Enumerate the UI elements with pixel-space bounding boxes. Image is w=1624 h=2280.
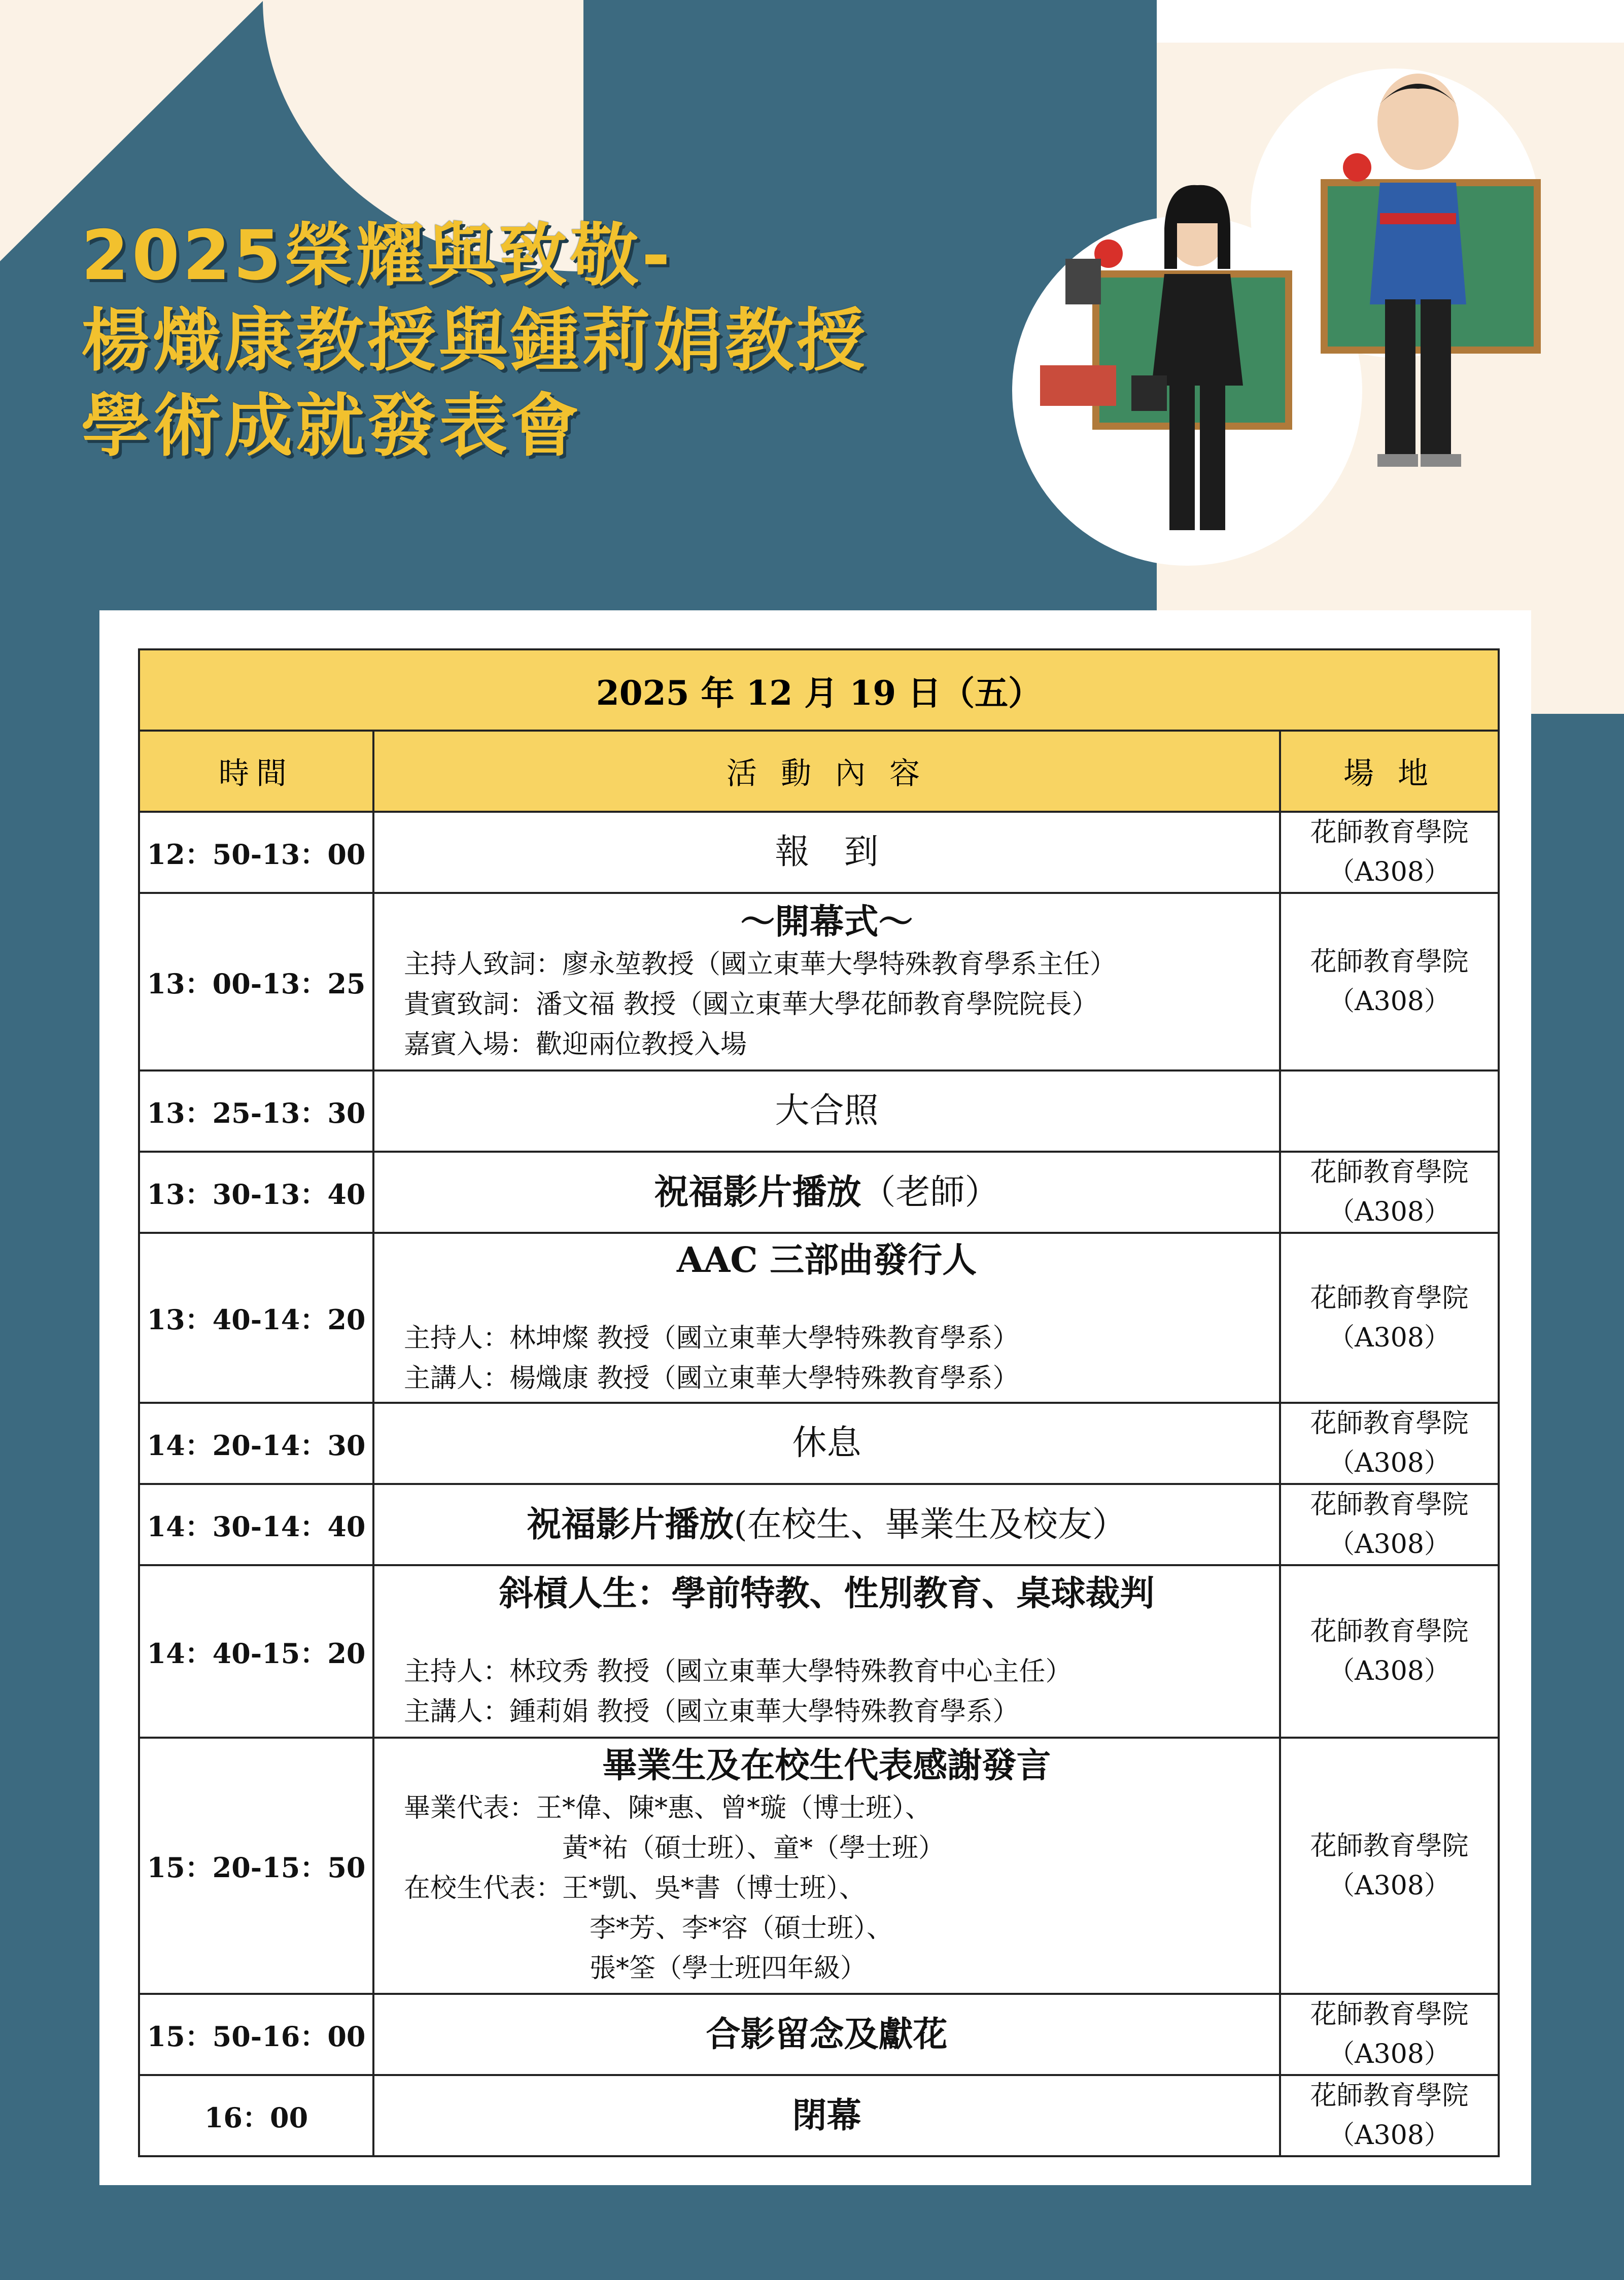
row-activity-title: ～開幕式～ [740, 901, 913, 942]
row-time: 15：50-16：00 [139, 1994, 373, 2075]
row-activity-title: 報 到 [373, 812, 1280, 893]
schedule-date: 2025 年 12 月 19 日（五） [139, 649, 1499, 731]
row-activity [373, 1565, 1280, 1738]
schedule-table [138, 648, 1500, 2157]
row-activity-title: AAC 三部曲發行人 [676, 1239, 977, 1281]
header-venue: 場 地 [1280, 731, 1499, 812]
row-detail-line: 張*筌（學士班四年級） [590, 1953, 867, 1984]
row-activity-title: 休息 [373, 1403, 1280, 1484]
row-detail-line: 畢業代表：王*偉、陳*惠、曾*璇（博士班）、 [404, 1793, 932, 1823]
row-time: 14：40-15：20 [139, 1565, 373, 1738]
row-venue: 花師教育學院 （A308） [1280, 1565, 1499, 1738]
row-time: 13：40-14：20 [139, 1233, 373, 1403]
row-venue: 花師教育學院 （A308） [1280, 893, 1499, 1070]
table-row [139, 2075, 1499, 2156]
row-venue: 花師教育學院 （A308） [1280, 1994, 1499, 2075]
row-detail-line: 嘉賓入場：歡迎兩位教授入場 [404, 1029, 747, 1060]
row-activity [373, 1233, 1280, 1403]
suit-jacket [1152, 274, 1243, 386]
row-venue: 花師教育學院 （A308） [1280, 1233, 1499, 1403]
row-detail-line: 主持人致詞：廖永堃教授（國立東華大學特殊教育學系主任） [404, 949, 1117, 980]
top-right-strip [1157, 0, 1624, 43]
header-activity: 活 動 內 容 [373, 731, 1280, 812]
row-venue: 花師教育學院 （A308） [1280, 1484, 1499, 1565]
row-time: 15：20-15：50 [139, 1738, 373, 1994]
table-row [139, 1738, 1499, 1994]
table-row [139, 1152, 1499, 1233]
row-detail-line: 主持人：林玟秀 教授（國立東華大學特殊教育中心主任） [404, 1656, 1072, 1687]
table-row [139, 1994, 1499, 2075]
professor-chung-caricature [1030, 183, 1334, 548]
row-time: 13：30-13：40 [139, 1152, 373, 1233]
header-time: 時間 [139, 731, 373, 812]
row-time: 14：20-14：30 [139, 1403, 373, 1484]
row-venue: 花師教育學院 （A308） [1280, 812, 1499, 893]
row-activity-title: 大合照 [373, 1070, 1280, 1152]
row-activity-title: 祝福影片播放(在校生、畢業生及校友） [373, 1484, 1280, 1565]
row-activity-title: 畢業生及在校生代表感謝發言 [602, 1745, 1051, 1786]
row-detail-line: 主持人：林坤燦 教授（國立東華大學特殊教育學系） [404, 1323, 1019, 1354]
row-activity-title: 斜槓人生：學前特教、性別教育、桌球裁判 [499, 1573, 1155, 1614]
calculator-icon [1065, 259, 1101, 304]
books-icon [1040, 365, 1116, 406]
table-row [139, 812, 1499, 893]
title-line-3: 學術成就發表會 [81, 386, 582, 466]
table-row [139, 1233, 1499, 1403]
row-detail-line: 李*芳、李*容（碩士班）、 [590, 1913, 893, 1944]
row-activity [373, 1738, 1280, 1994]
table-row [139, 893, 1499, 1070]
table-row [139, 1070, 1499, 1152]
table-header-row [139, 731, 1499, 812]
row-time: 13：25-13：30 [139, 1070, 373, 1152]
row-detail-line: 黃*祐（碩士班）、童*（學士班） [562, 1833, 945, 1863]
row-venue-empty [1280, 1070, 1499, 1152]
row-detail-line: 貴賓致詞：潘文福 教授（國立東華大學花師教育學院院長） [404, 989, 1098, 1020]
row-activity-title: 祝福影片播放（老師） [373, 1152, 1280, 1233]
event-title [81, 213, 1045, 469]
row-detail-line: 主講人：鍾莉娟 教授（國立東華大學特殊教育學系） [404, 1697, 1019, 1727]
apple-icon [1343, 153, 1371, 182]
row-detail-line: 主講人：楊熾康 教授（國立東華大學特殊教育學系） [404, 1363, 1019, 1394]
row-venue: 花師教育學院 （A308） [1280, 1738, 1499, 1994]
table-row [139, 1484, 1499, 1565]
polo-shirt [1370, 183, 1466, 304]
handbag-icon [1131, 375, 1167, 411]
table-row [139, 1565, 1499, 1738]
row-activity [373, 893, 1280, 1070]
title-line-2: 楊熾康教授與鍾莉娟教授 [81, 301, 868, 381]
title-line-1: 2025榮耀與致敬- [81, 216, 673, 295]
row-venue: 花師教育學院 （A308） [1280, 2075, 1499, 2156]
table-row [139, 1403, 1499, 1484]
row-venue: 花師教育學院 （A308） [1280, 1152, 1499, 1233]
row-time: 12：50-13：00 [139, 812, 373, 893]
row-venue: 花師教育學院 （A308） [1280, 1403, 1499, 1484]
row-time: 14：30-14：40 [139, 1484, 373, 1565]
row-time: 13：00-13：25 [139, 893, 373, 1070]
row-activity-title: 閉幕 [373, 2075, 1280, 2156]
row-activity-title: 合影留念及獻花 [373, 1994, 1280, 2075]
row-time: 16：00 [139, 2075, 373, 2156]
row-detail-line: 在校生代表：王*凱、吳*書（博士班）、 [404, 1873, 866, 1904]
